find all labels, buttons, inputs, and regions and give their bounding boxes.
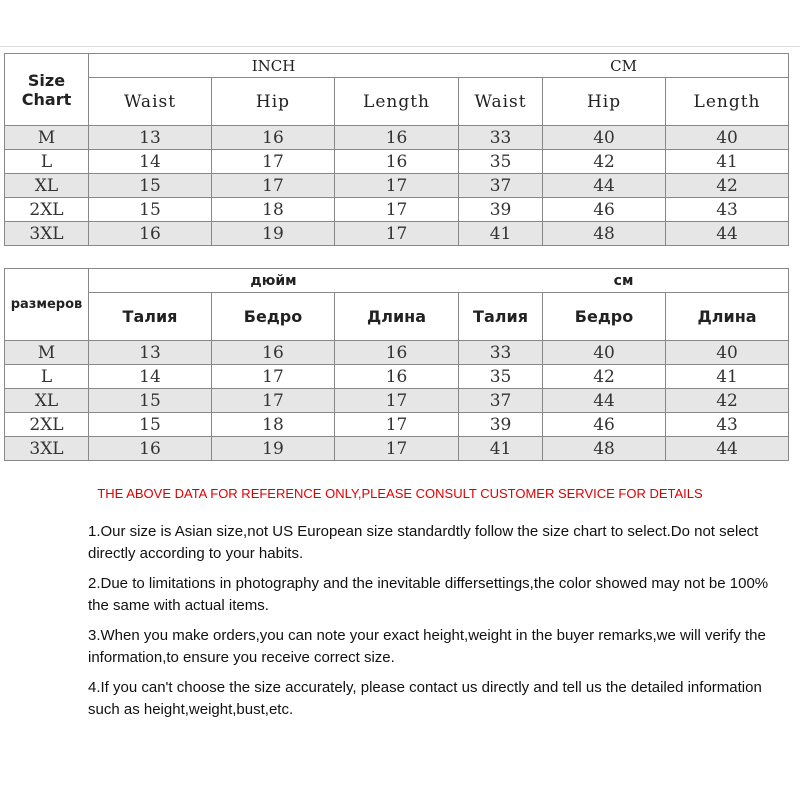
measurement-cell: 46 (543, 413, 666, 437)
table-row (5, 174, 789, 198)
column-header: Талия (89, 293, 212, 341)
measurement-cell: 16 (89, 222, 212, 246)
table-row (5, 437, 789, 461)
measurement-cell: 42 (666, 174, 789, 198)
column-header: Бедро (212, 293, 335, 341)
measurement-cell: 46 (543, 198, 666, 222)
measurement-cell: 16 (335, 150, 459, 174)
measurement-cell: 15 (89, 174, 212, 198)
column-header: Длина (666, 293, 789, 341)
measurement-cell: 16 (335, 126, 459, 150)
size-label-cell: M (5, 341, 89, 365)
table-row (5, 222, 789, 246)
notes-list (88, 521, 788, 729)
table-row (5, 150, 789, 174)
measurement-cell: 17 (335, 437, 459, 461)
measurement-cell: 17 (212, 174, 335, 198)
unit-header-cm: см (459, 269, 789, 293)
measurement-cell: 48 (543, 222, 666, 246)
table-row (5, 126, 789, 150)
unit-header-inch: дюйм (89, 269, 459, 293)
column-header: Длина (335, 293, 459, 341)
measurement-cell: 42 (543, 150, 666, 174)
measurement-cell: 42 (666, 389, 789, 413)
measurement-cell: 13 (89, 341, 212, 365)
measurement-cell: 16 (212, 126, 335, 150)
size-chart-corner-label: размеров (5, 269, 89, 341)
measurement-cell: 35 (459, 365, 543, 389)
column-header: Hip (543, 78, 666, 126)
table-row (5, 341, 789, 365)
measurement-cell: 44 (666, 222, 789, 246)
measurement-cell: 16 (89, 437, 212, 461)
measurement-cell: 19 (212, 437, 335, 461)
unit-header-inch: INCH (89, 54, 459, 78)
measurement-cell: 15 (89, 413, 212, 437)
table-row (5, 413, 789, 437)
size-label-cell: 2XL (5, 413, 89, 437)
measurement-cell: 17 (335, 413, 459, 437)
measurement-cell: 17 (212, 150, 335, 174)
size-label-cell: 3XL (5, 437, 89, 461)
measurement-cell: 17 (335, 389, 459, 413)
column-header: Waist (459, 78, 543, 126)
size-chart-table-english (4, 53, 789, 246)
measurement-cell: 41 (666, 365, 789, 389)
note-item: 4.If you can't choose the size accurately, please contact us directly and tell us the detailed information such as height,weight,bust,etc. (88, 679, 762, 718)
size-label-cell: M (5, 126, 89, 150)
measurement-cell: 41 (666, 150, 789, 174)
measurement-cell: 13 (89, 126, 212, 150)
measurement-cell: 18 (212, 198, 335, 222)
measurement-cell: 40 (543, 126, 666, 150)
measurement-cell: 14 (89, 365, 212, 389)
measurement-cell: 17 (335, 174, 459, 198)
size-chart-corner-label: Size Chart (5, 54, 89, 126)
unit-header-cm: CM (459, 54, 789, 78)
note-item: 2.Due to limitations in photography and the inevitable differsettings,the color showed may not be 100% the same with actual items. (88, 575, 769, 614)
column-header: Waist (89, 78, 212, 126)
measurement-cell: 17 (212, 365, 335, 389)
measurement-cell: 16 (335, 341, 459, 365)
table-row (5, 389, 789, 413)
measurement-cell: 43 (666, 413, 789, 437)
measurement-cell: 35 (459, 150, 543, 174)
table-row (5, 365, 789, 389)
size-chart-table-russian (4, 268, 789, 461)
column-header: Бедро (543, 293, 666, 341)
measurement-cell: 19 (212, 222, 335, 246)
measurement-cell: 44 (666, 437, 789, 461)
measurement-cell: 41 (459, 222, 543, 246)
measurement-cell: 48 (543, 437, 666, 461)
size-label-cell: XL (5, 389, 89, 413)
measurement-cell: 14 (89, 150, 212, 174)
column-header: Length (335, 78, 459, 126)
measurement-cell: 40 (666, 126, 789, 150)
measurement-cell: 16 (335, 365, 459, 389)
size-label-cell: XL (5, 174, 89, 198)
measurement-cell: 17 (212, 389, 335, 413)
size-label-cell: 2XL (5, 198, 89, 222)
size-label-cell: 3XL (5, 222, 89, 246)
measurement-cell: 16 (212, 341, 335, 365)
measurement-cell: 40 (543, 341, 666, 365)
measurement-cell: 44 (543, 389, 666, 413)
measurement-cell: 39 (459, 413, 543, 437)
measurement-cell: 33 (459, 341, 543, 365)
column-header: Length (666, 78, 789, 126)
measurement-cell: 41 (459, 437, 543, 461)
measurement-cell: 43 (666, 198, 789, 222)
measurement-cell: 37 (459, 389, 543, 413)
measurement-cell: 37 (459, 174, 543, 198)
measurement-cell: 42 (543, 365, 666, 389)
measurement-cell: 44 (543, 174, 666, 198)
measurement-cell: 18 (212, 413, 335, 437)
note-item: 1.Our size is Asian size,not US European size standardtly follow the size chart to select.Do not select directly according to your habits. (88, 523, 759, 562)
reference-warning: THE ABOVE DATA FOR REFERENCE ONLY,PLEASE CONSULT CUSTOMER SERVICE FOR DETAILS (97, 486, 703, 501)
top-divider (0, 46, 800, 47)
measurement-cell: 33 (459, 126, 543, 150)
column-header: Hip (212, 78, 335, 126)
measurement-cell: 15 (89, 198, 212, 222)
measurement-cell: 39 (459, 198, 543, 222)
column-header: Талия (459, 293, 543, 341)
note-item: 3.When you make orders,you can note your exact height,weight in the buyer remarks,we will verify the information,to ensure you receive correct size. (88, 627, 766, 666)
measurement-cell: 15 (89, 389, 212, 413)
size-label-cell: L (5, 150, 89, 174)
measurement-cell: 17 (335, 198, 459, 222)
table-row (5, 198, 789, 222)
size-label-cell: L (5, 365, 89, 389)
measurement-cell: 17 (335, 222, 459, 246)
measurement-cell: 40 (666, 341, 789, 365)
